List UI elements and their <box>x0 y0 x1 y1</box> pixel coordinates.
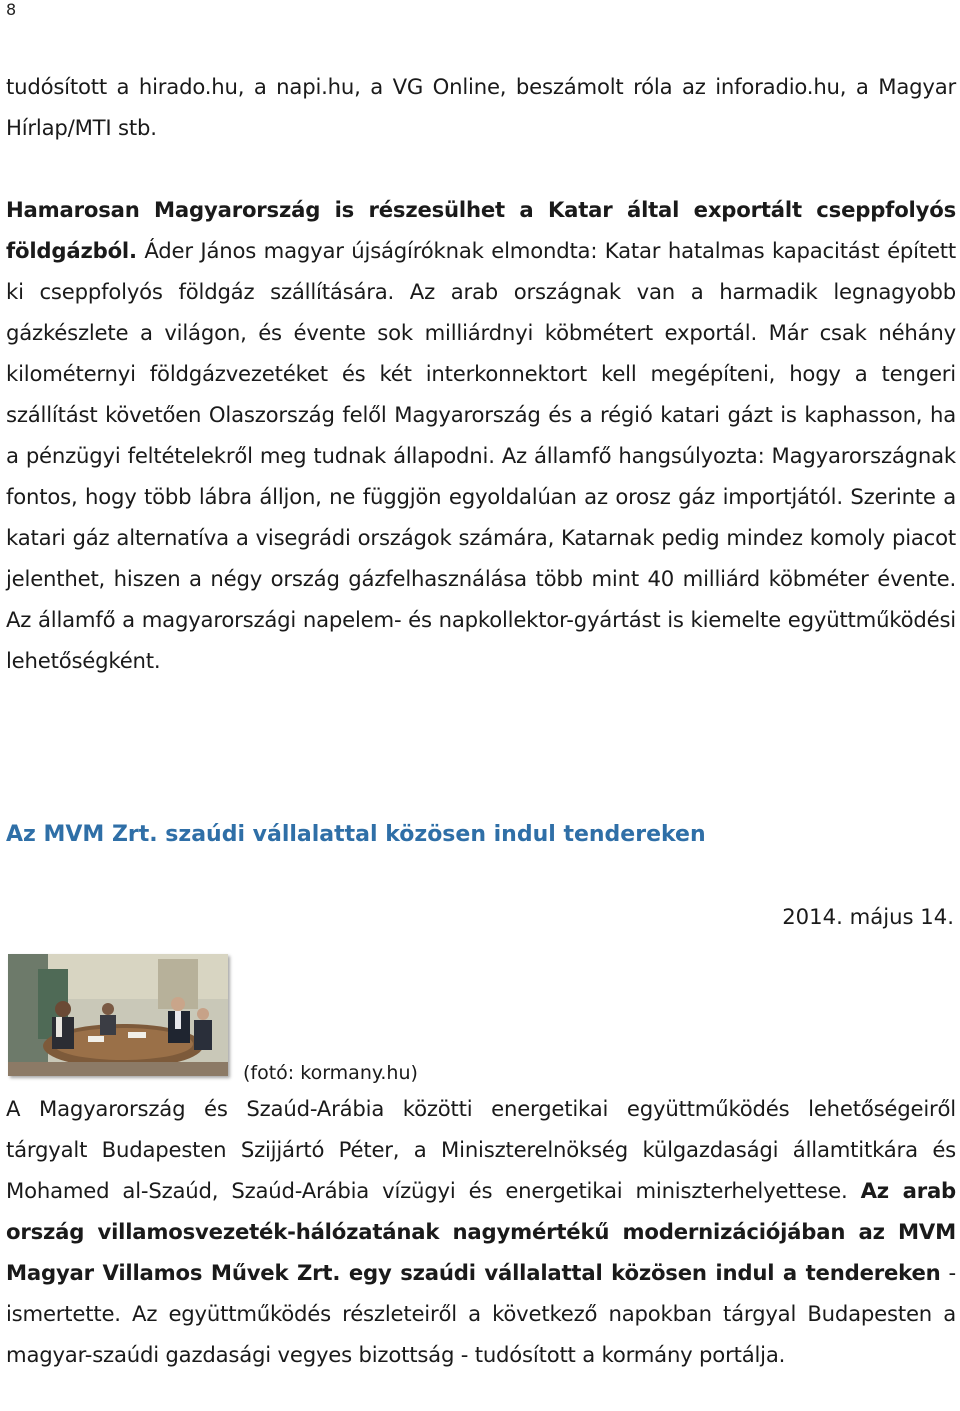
paragraph-3-text: A Magyarország és Szaúd-Arábia közötti energetikai együttműködés lehetőségeiről tárgyalt Budapesten Szijjártó Péter, a Miniszterelnökség külgazdasági államtitkára és Mohamed al-Szaúd, Szaúd-Arábia vízügyi és energetikai miniszterhelyettese. <box>6 1096 956 1203</box>
photo-credit: (fotó: kormany.hu) <box>243 1062 418 1084</box>
paragraph-1 <box>6 66 956 148</box>
paragraph-3 <box>6 1088 956 1375</box>
article-photo <box>8 954 228 1076</box>
article-heading: Az MVM Zrt. szaúdi vállalattal közösen indul tendereken <box>6 822 706 847</box>
paragraph-3-text-end: - ismertette. Az együttműködés részleteiről a következő napokban tárgyal Budapesten a magyar-szaúdi gazdasági vegyes bizottság - tudósított a kormány portálja. <box>6 1260 956 1367</box>
page-number: 8 <box>6 0 17 19</box>
paragraph-1-text: tudósított a hirado.hu, a napi.hu, a VG Online, beszámolt róla az inforadio.hu, a Magyar Hírlap/MTI stb. <box>6 74 956 140</box>
article-body-1 <box>6 66 956 681</box>
paragraph-3-bold: Az arab ország villamosvezeték-hálózatának nagymértékű modernizációjában az MVM Magyar Villamos Művek Zrt. egy szaúdi vállalattal közösen indul a tendereken <box>6 1178 957 1285</box>
article-date: 2014. május 14. <box>782 904 954 929</box>
article-body-2 <box>6 1088 956 1375</box>
paragraph-2-lead: Hamarosan Magyarország is részesülhet a Katar által exportált cseppfolyós földgázból. <box>6 197 956 263</box>
paragraph-2-text: Áder János magyar újságíróknak elmondta: Katar hatalmas kapacitást épített ki cseppfolyós földgáz szállítására. Az arab országnak van a harmadik legnagyobb gázkészlete a világon, és évente sok milliárdnyi köbmétert exportál. Már csak néhány kilométernyi földgázvezetéket és két interkonnektort kell megépíteni, hogy a tengeri szállítást követően Olaszország felől Magyarország és a régió katari gázt is kaphasson, ha a pénzügyi feltételekről meg tudnak állapodni. Az államfő hangsúlyozta: Magyarországnak fontos, hogy több lábra álljon, ne függjön egyoldalúan az orosz gáz importjától. Szerinte a katari gáz alternatíva a visegrádi országok számára, Katarnak pedig mindez komoly piacot jelenthet, hiszen a négy ország gázfelhasználása több mint 40 milliárd köbméter évente. Az államfő a magyarországi napelem- és napkollektor-gyártást is kiemelte együttműködési lehetőségként. <box>6 238 956 673</box>
paragraph-2 <box>6 189 956 681</box>
